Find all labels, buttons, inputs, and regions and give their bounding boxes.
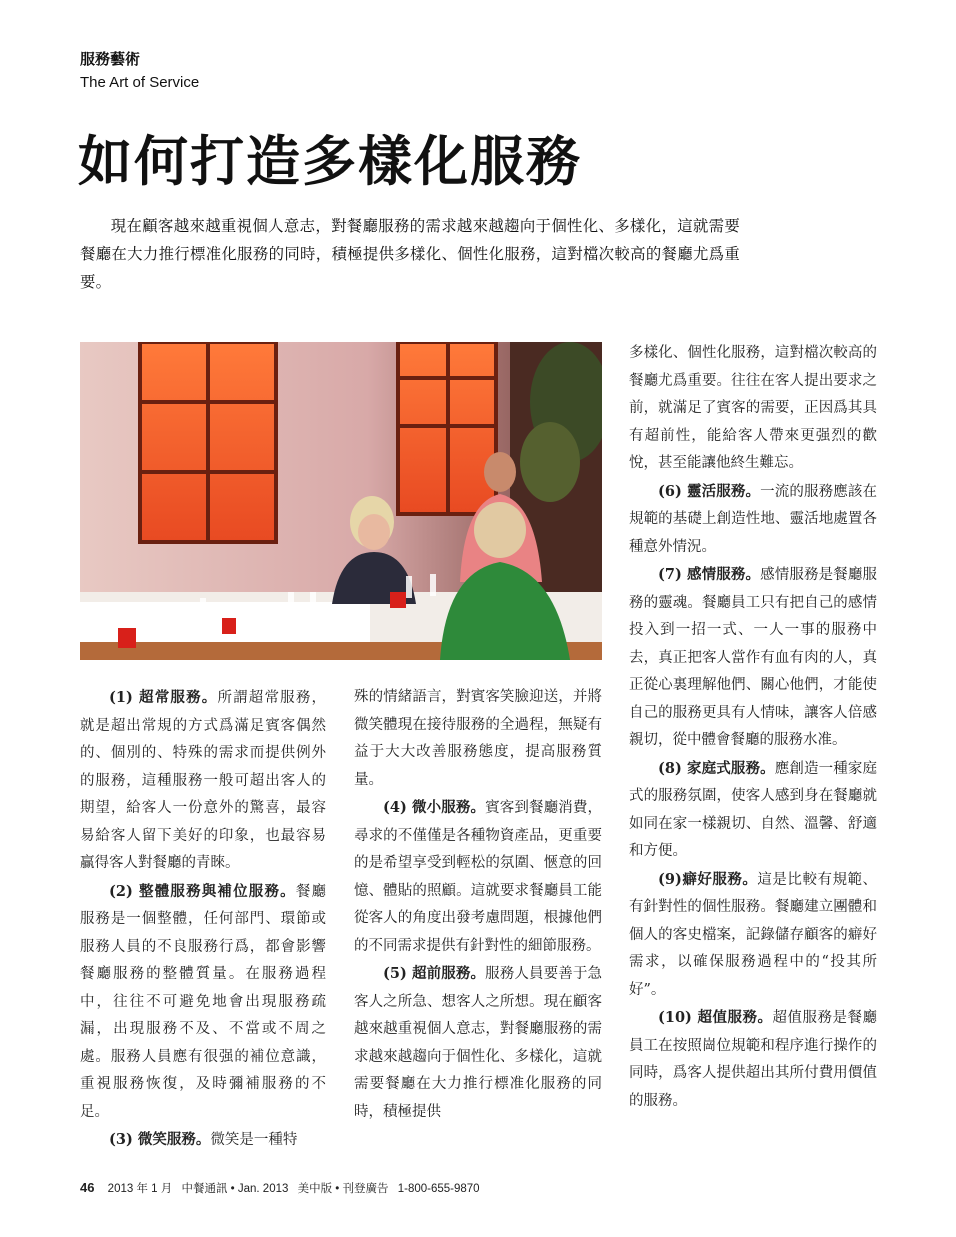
paragraph-small-service: (4) 微小服務。賓客到餐廳消費，尋求的不僅僅是各種物資產品，更重要的是希望享受到輕松的氛圍、愜意的回憶、體貼的照顧。這就要求餐廳員工能從客人的角度出發考慮問題，根據他們的不同需求提供有針對性的細節服務。 <box>354 799 603 954</box>
section-label-chinese: 服務藝術 <box>80 50 141 68</box>
section-label-english: The Art of Service <box>80 74 200 91</box>
text-column-2 <box>354 684 602 1126</box>
paragraph-integrated-service: (2) 整體服務與補位服務。餐廳服務是一個整體，任何部門、環節或服務人員的不良服務行爲，都會影響餐廳服務的整體質量。在服務過程中，往往不可避免地會出現服務疏漏，出現服務不及、不當或不周之處。服務人員應有很强的補位意識，重視服務恢復，及時彌補服務的不足。 <box>80 882 327 1120</box>
text-column-1 <box>80 684 326 1155</box>
paragraph-emotional-service: (7) 感情服務。感情服務是餐廳服務的靈魂。餐廳員工只有把自己的感情投入到一招一式、一人一事的服務中去，真正把客人當作有血有肉的人，真正從心裏理解他們、關心他們，才能使自己的服務更具有人情味，讓客人倍感親切，從中體會餐廳的服務水准。 <box>629 566 878 748</box>
magazine-name: 中餐通訊 • Jan. 2013 <box>181 1183 289 1195</box>
edition-label: 美中版 • 刊登廣告 <box>297 1183 389 1195</box>
paragraph-preference-service: (9)癖好服務。這是比較有規範、有針對性的個性服務。餐廳建立團體和個人的客史檔案，記錄儲存顧客的癖好需求，以確保服務過程中的“投其所好”。 <box>629 870 878 998</box>
article-title: 如何打造多樣化服務 <box>78 129 582 193</box>
phone-number: 1-800-655-9870 <box>397 1183 480 1195</box>
paragraph-continued: 多樣化、個性化服務，這對檔次較高的餐廳尤爲重要。往往在客人提出要求之前，就滿足了賓客的需要，正因爲其具有超前性，能給客人帶來更强烈的歡悅，甚至能讓他終生難忘。 <box>629 345 877 471</box>
paragraph-smile-service: (3) 微笑服務。微笑是一種特 <box>109 1131 298 1148</box>
issue-date: 2013 年 1 月 <box>107 1183 173 1195</box>
page-footer <box>80 1180 486 1196</box>
paragraph-continued: 殊的情緒語言，對賓客笑臉迎送，并將微笑體現在接待服務的全過程，無疑有益于大大改善服務態度，提高服務質量。 <box>354 689 602 788</box>
page-number: 46 <box>80 1180 95 1195</box>
paragraph-advance-service: (5) 超前服務。服務人員要善于急客人之所急、想客人之所想。現在顧客越來越重視個人意志，對餐廳服務的需求越來越趨向于個性化、多樣化，這就需要餐廳在大力推行標准化服務的同時，積極提供 <box>354 965 603 1120</box>
paragraph-family-service: (8) 家庭式服務。應創造一種家庭式的服務氛圍，使客人感到身在餐廳就如同在家一樣親切、自然、溫馨、舒適和方便。 <box>629 759 878 859</box>
restaurant-photo <box>80 342 602 660</box>
article-intro: 現在顧客越來越重視個人意志，對餐廳服務的需求越來越趨向于個性化、多樣化，這就需要餐廳在大力推行標准化服務的同時，積極提供多樣化、個性化服務，這對檔次較高的餐廳尤爲重要。 <box>80 217 740 291</box>
text-column-3 <box>629 340 877 1115</box>
paragraph-flexible-service: (6) 靈活服務。一流的服務應該在規範的基礎上創造性地、靈活地處置各種意外情況。 <box>629 482 878 555</box>
paragraph-exceptional-service: (1) 超常服務。所謂超常服務，就是超出常規的方式爲滿足賓客偶然的、個別的、特殊的需求而提供例外的服務，這種服務一般可超出客人的期望，給客人一份意外的驚喜，最容易給客人留下美好的印象，也最容易贏得客人對餐廳的青睞。 <box>80 689 327 871</box>
paragraph-added-value-service: (10) 超值服務。超值服務是餐廳員工在按照崗位規範和程序進行操作的同時，爲客人提供超出其所付費用價值的服務。 <box>629 1009 878 1109</box>
